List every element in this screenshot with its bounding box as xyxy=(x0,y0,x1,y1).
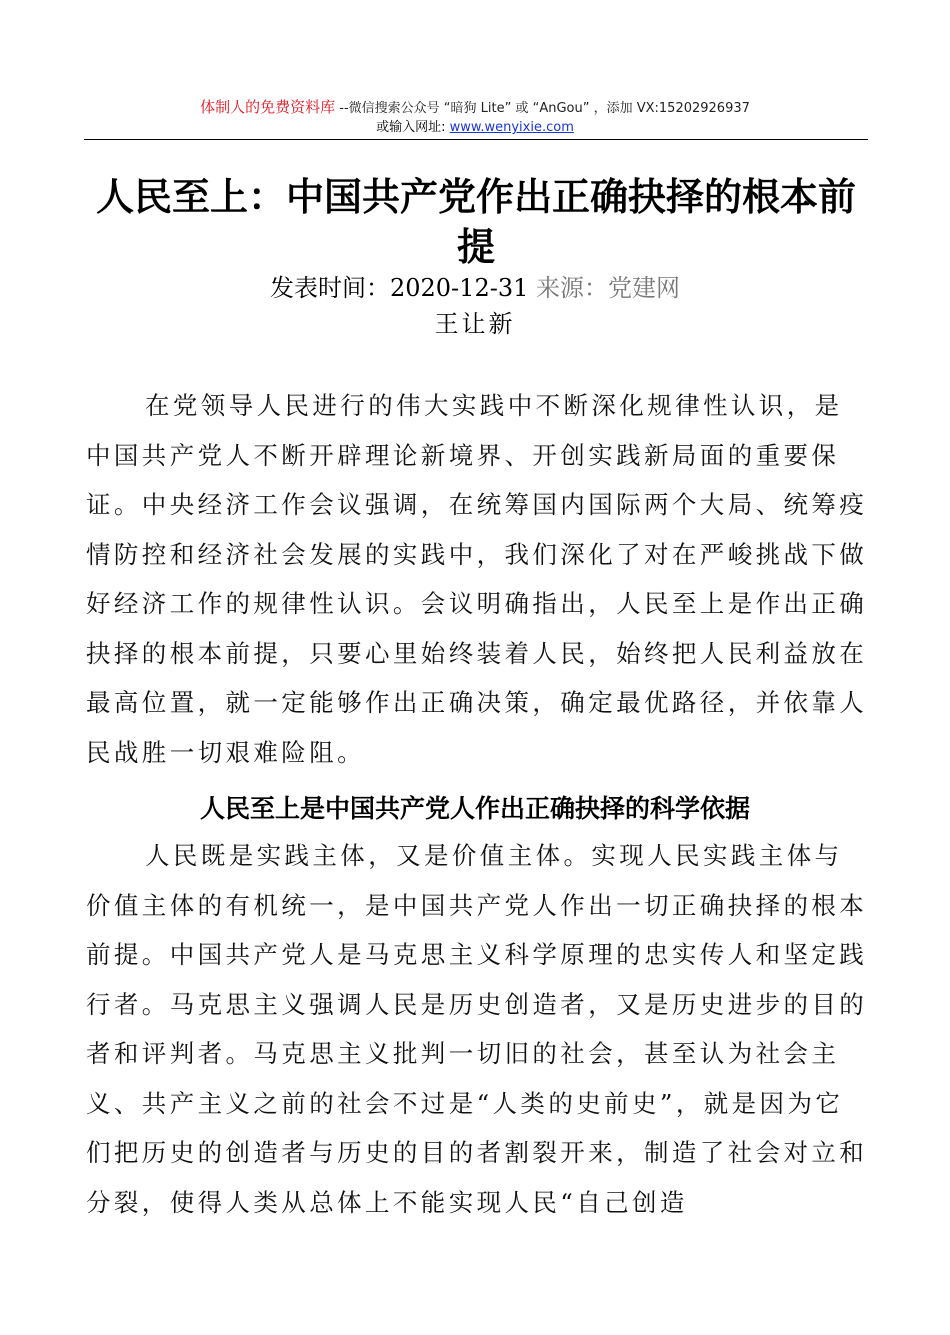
header-line-1 xyxy=(0,98,950,118)
page-header xyxy=(0,98,950,137)
article-author: 王让新 xyxy=(434,310,516,338)
brand-label: 体制人的免费资料库 xyxy=(200,98,336,116)
paragraph-section-1: 人民既是实践主体，又是价值主体。实现人民实践主体与价值主体的有机统一，是中国共产党人作出一切正确抉择的根本前提。中国共产党人是马克思主义科学原理的忠实传人和坚定践行者。马克思主义强调人民是历史创造者，又是历史进步的目的者和评判者。马克思主义批判一切旧的社会，甚至认为社会主义、共产主义之前的社会不过是“人类的史前史”，就是因为它们把历史的创造者与历史的目的者割裂开来，制造了社会对立和分裂，使得人类从总体上不能实现人民“自己创造 xyxy=(86,841,868,1217)
wechat-info: --微信搜索公众号 “暗狗 Lite” 或 “AnGou” ，添加 VX:15202926937 xyxy=(335,101,750,116)
publish-time: 发表时间：2020-12-31 xyxy=(269,274,529,302)
site-prefix: 或输入网址: xyxy=(376,120,450,135)
paragraph-intro: 在党领导人民进行的伟大实践中不断深化规律性认识，是中国共产党人不断开辟理论新境界、开创实践新局面的重要保证。中央经济工作会议强调，在统筹国内国际两个大局、统筹疫情防控和经济社会发展的实践中，我们深化了对在严峻挑战下做好经济工作的规律性认识。会议明确指出，人民至上是作出正确抉择的根本前提，只要心里始终装着人民，始终把人民利益放在最高位置，就一定能够作出正确决策，确定最优路径，并依靠人民战胜一切艰难险阻。 xyxy=(86,391,868,767)
section-heading: 人民至上是中国共产党人作出正确抉择的科学依据 xyxy=(199,794,750,823)
article-source: 来源：党建网 xyxy=(528,274,680,302)
article-title: 人民至上：中国共产党作出正确抉择的根本前提 xyxy=(95,174,856,269)
header-line-2 xyxy=(0,118,950,137)
article-meta xyxy=(0,271,950,305)
header-divider xyxy=(84,139,868,140)
site-link[interactable]: www.wenyixie.com xyxy=(449,120,574,135)
